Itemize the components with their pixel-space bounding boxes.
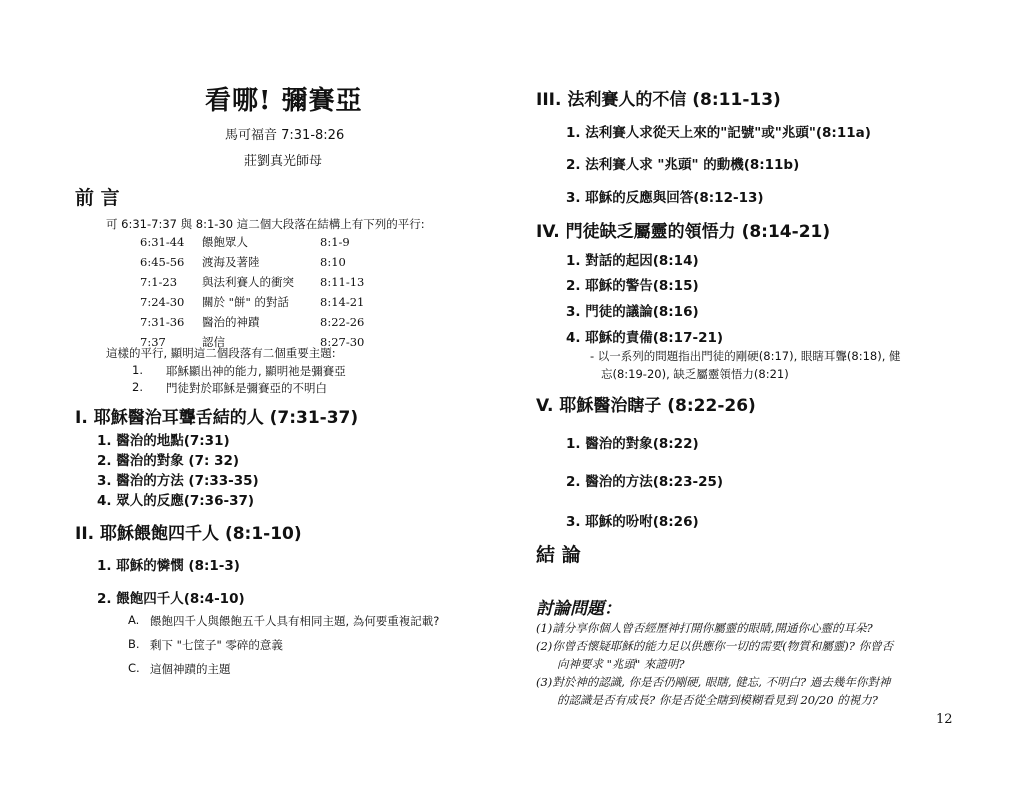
list-item: 3. 醫治的方法 (7:33-35) bbox=[97, 473, 259, 489]
list-item: 1. 法利賽人求從天上來的"記號"或"兆頭"(8:11a) bbox=[566, 125, 871, 141]
list-item: 2. 醫治的對象 (7: 32) bbox=[97, 453, 240, 469]
list-item: 2. 耶穌的警告(8:15) bbox=[566, 278, 699, 294]
list-item: 3. 耶穌的吩咐(8:26) bbox=[566, 514, 699, 530]
intro-line: 可 6:31-7:37 與 8:1-30 這二個大段落在結構上有下列的平行: bbox=[106, 217, 425, 231]
discussion-question: (3)對於神的認識, 你是否仍剛硬, 眼瞎, 健忘, 不明白? 過去幾年你對神 bbox=[536, 675, 891, 689]
sub-item-letter: B. bbox=[128, 637, 140, 651]
parallel-topic: 餵飽眾人 bbox=[202, 235, 248, 249]
parallel-table bbox=[140, 234, 364, 354]
sub-item-text: 這個神蹟的主題 bbox=[150, 662, 231, 676]
discussion-heading: 討論問題： bbox=[536, 599, 621, 619]
parallel-ref-b: 8:14-21 bbox=[320, 295, 365, 309]
parallel-row bbox=[140, 234, 364, 254]
parallel-row bbox=[140, 274, 364, 294]
scripture-reference: 馬可福音 7:31-8:26 bbox=[225, 128, 345, 143]
section-heading: I. 耶穌醫治耳聾舌結的人 (7:31-37) bbox=[75, 408, 359, 428]
parallel-ref-b: 8:1-9 bbox=[320, 235, 350, 249]
list-item: 2. 法利賽人求 "兆頭" 的動機(8:11b) bbox=[566, 157, 800, 173]
list-item: 3. 門徒的議論(8:16) bbox=[566, 304, 699, 320]
parallel-topic: 渡海及著陸 bbox=[202, 255, 260, 269]
author-line: 莊劉真光師母 bbox=[244, 154, 323, 169]
sub-item-letter: A. bbox=[128, 613, 140, 627]
intro-heading: 前 言 bbox=[75, 187, 120, 209]
parallel-ref-a: 6:45-56 bbox=[140, 255, 185, 269]
list-item: 1. 對話的起因(8:14) bbox=[566, 253, 699, 269]
note-line: 忘(8:19-20), 缺乏屬靈領悟力(8:21) bbox=[601, 367, 789, 381]
list-item: 4. 耶穌的責備(8:17-21) bbox=[566, 330, 724, 346]
parallel-ref-a: 6:31-44 bbox=[140, 235, 185, 249]
list-item: 2. 醫治的方法(8:23-25) bbox=[566, 474, 724, 490]
parallel-ref-a: 7:1-23 bbox=[140, 275, 178, 289]
parallel-topic: 與法利賽人的衝突 bbox=[202, 275, 294, 289]
conclusion-heading: 結 論 bbox=[536, 544, 581, 566]
list-item: 2. 餵飽四千人(8:4-10) bbox=[97, 591, 245, 607]
parallel-ref-a: 7:37 bbox=[140, 335, 166, 349]
parallel-ref-a: 7:24-30 bbox=[140, 295, 185, 309]
discussion-question: (2)你曾否懷疑耶穌的能力足以供應你一切的需要(物質和屬靈)? 你曾否 bbox=[536, 639, 894, 653]
list-item: 3. 耶穌的反應與回答(8:12-13) bbox=[566, 190, 764, 206]
parallel-ref-b: 8:11-13 bbox=[320, 275, 365, 289]
sub-item-text: 餵飽四千人與餵飽五千人具有相同主題, 為何要重複記載? bbox=[150, 614, 440, 628]
parallel-topic: 醫治的神蹟 bbox=[202, 315, 260, 329]
list-item: 1. 耶穌的憐憫 (8:1-3) bbox=[97, 558, 240, 574]
theme-number: 1. bbox=[132, 363, 143, 377]
theme-number: 2. bbox=[132, 380, 143, 394]
list-item: 1. 醫治的地點(7:31) bbox=[97, 433, 230, 449]
parallel-row bbox=[140, 254, 364, 274]
note-line: - 以一系列的問題指出門徒的剛硬(8:17), 眼瞎耳聾(8:18), 健 bbox=[590, 349, 901, 363]
theme-text: 門徒對於耶穌是彌賽亞的不明白 bbox=[166, 381, 327, 395]
parallel-row bbox=[140, 314, 364, 334]
section-heading: II. 耶穌餵飽四千人 (8:1-10) bbox=[75, 524, 302, 544]
themes-line: 這樣的平行, 顯明這二個段落有二個重要主題: bbox=[106, 346, 336, 360]
page-number: 12 bbox=[936, 712, 953, 727]
parallel-ref-b: 8:27-30 bbox=[320, 335, 365, 349]
discussion-question: 的認識是否有成長? 你是否從全瞎到模糊看見到 20/20 的視力? bbox=[557, 693, 878, 707]
discussion-question: (1)請分享你個人曾否經歷神打開你屬靈的眼睛,開通你心靈的耳朵? bbox=[536, 621, 873, 635]
parallel-topic: 認信 bbox=[202, 335, 225, 349]
parallel-topic: 關於 "餅" 的對話 bbox=[202, 295, 289, 309]
parallel-row bbox=[140, 294, 364, 314]
parallel-ref-a: 7:31-36 bbox=[140, 315, 185, 329]
sub-item-text: 剩下 "七筐子" 零碎的意義 bbox=[150, 638, 283, 652]
theme-text: 耶穌顯出神的能力, 顯明祂是彌賽亞 bbox=[166, 364, 346, 378]
parallel-ref-b: 8:10 bbox=[320, 255, 346, 269]
page-title: 看哪! 彌賽亞 bbox=[205, 86, 363, 116]
sub-item-letter: C. bbox=[128, 661, 140, 675]
parallel-ref-b: 8:22-26 bbox=[320, 315, 365, 329]
list-item: 1. 醫治的對象(8:22) bbox=[566, 436, 699, 452]
section-heading: IV. 門徒缺乏屬靈的領悟力 (8:14-21) bbox=[536, 222, 831, 242]
list-item: 4. 眾人的反應(7:36-37) bbox=[97, 493, 255, 509]
section-heading: III. 法利賽人的不信 (8:11-13) bbox=[536, 90, 781, 110]
section-heading: V. 耶穌醫治瞎子 (8:22-26) bbox=[536, 396, 756, 416]
discussion-question: 向神要求 "兆頭" 來證明? bbox=[557, 657, 685, 671]
